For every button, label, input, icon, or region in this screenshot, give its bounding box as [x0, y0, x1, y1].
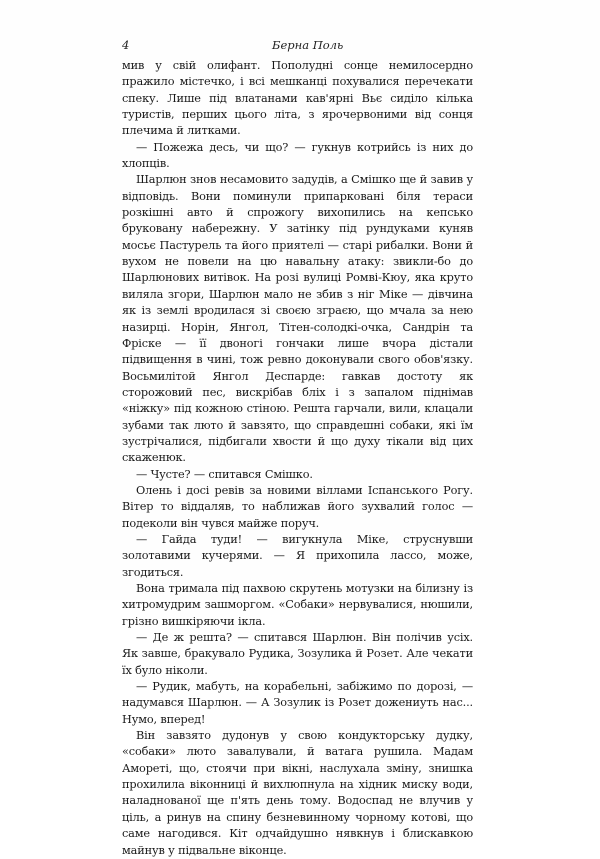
paragraph: Він завзято дудонув у свою кондукторську дудку, «собаки» люто завалували, й ватага рушила. Мадам Амореті, що, стоячи при вікні, наслухала зміну, знишка прохилила віконниці й вихлюпнула на хідник миску води, наладнованої ще п'ять день тому. Водоспад не влучив у ціль, а ринув на спину безневинному чорному котові, що саме нагодився. Кіт одчайдушно нявкнув і блискавкою майнув у підвальне віконце.: [122, 729, 473, 857]
paragraph: — Де ж решта? — спитався Шарлюн. Він полічив усіх. Як завше, бракувало Рудика, Зозулика й Розет. Але чекати їх було ніколи.: [122, 631, 473, 677]
paragraph: — Чусте? — спитався Смішко.: [136, 467, 313, 481]
page-number: 4: [122, 38, 130, 52]
running-title: Берна Поль: [272, 38, 344, 52]
paragraph: — Рудик, мабуть, на корабельні, забіжимо по дорозі, — надумався Шарлюн. — А Зозулик із Розет дожениуть нас... Нумо, вперед!: [122, 680, 473, 726]
paragraph: мив у свій олифант. Пополудні сонце немилосердно пражило містечко, і всі мешканці похувалися перечекати спеку. Лише під влатанами кав'ярні Вьє сиділо кілька туристів, перших цього літа, з ярочервоними від сонця плечима й литками.: [122, 59, 473, 138]
page-header: [122, 38, 470, 54]
paragraph: Вона тримала під пахвою скрутень мотузки на білизну із хитромудрим зашморгом. «Собаки» нервувалися, нюшили, грізно вишкіряючи ікла.: [122, 582, 473, 628]
paragraph: — Пожежа десь, чи що? — гукнув котрийсь із них до хлопців.: [122, 140, 473, 171]
paragraph: Олень і досі ревів за новими віллами Іспанського Рогу. Вітер то віддаляв, то наближав його зухвалий голос — подеколи він чувся майже поруч.: [122, 483, 473, 530]
paragraph: Шарлюн знов несамовито задудів, а Смішко ще й завив у відповідь. Вони поминули припарковані біля тераси розкішні авто й спрожогу вихопились на кепсько бруковану набережну. У затінку під рундуками куняв мосьє Пастурель та його приятелі — старі рибалки. Вони й вухом не повели на цю навальну атаку: звикли-бо до Шарлюнових витівок. На розі вулиці Ромві-Кюу, яка круто виляла згори, Шарлюн мало не збив з ніг Міке — дівчина як із землі вродилася зі своєю зграєю, що мчала за нею назирці. Норін, Янгол, Тітен-солодкі-очка, Сандрін та Фріске — її двоногі гончаки лише вчора дістали підвищення в чині, тож ревно доконували свого обов'язку. Восьмилітой Янгол Деспарде: гавкав достоту як сторожовий пес, вискрібав бліх і з запалом піднімав «ніжку» під кожною стіною. Решта гарчали, вили, клацали зубами так люто й завзято, що справдешні собаки, які їм зустрічалися, підбигали хвости й що духу тікали від цих скаженюк.: [122, 173, 473, 465]
paragraph: — Гайда туди! — вигукнула Міке, струснувши золотавими кучерями. — Я прихопила лассо, може, згодиться.: [122, 532, 473, 579]
body-text: [122, 58, 473, 859]
